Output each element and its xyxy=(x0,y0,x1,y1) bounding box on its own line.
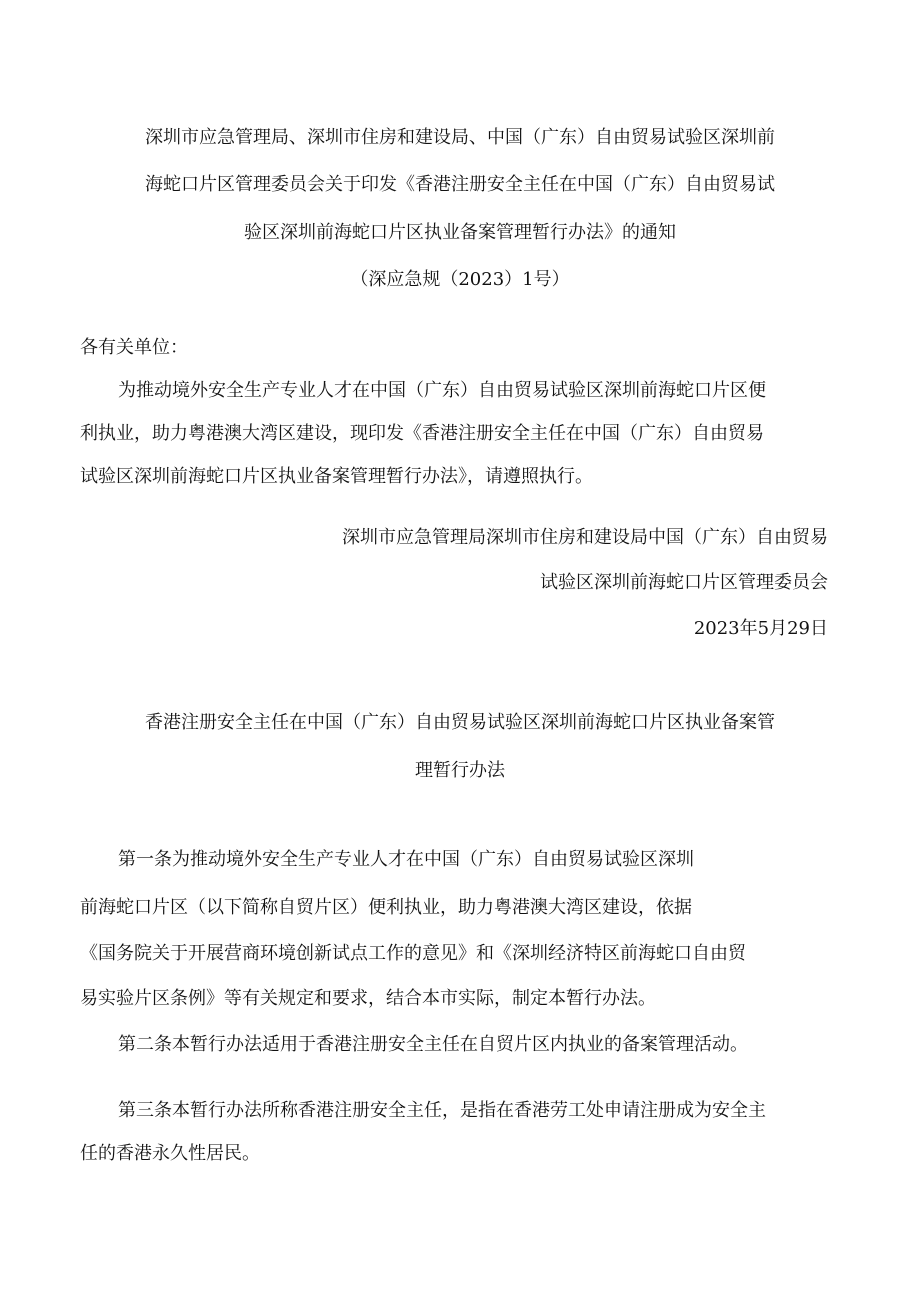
article-1-line-2: 前海蛇口片区（以下简称自贸片区）便利执业，助力粤港澳大湾区建设，依据 xyxy=(80,897,692,918)
article-3-line-2: 任的香港永久性居民。 xyxy=(80,1143,260,1164)
notice-title-line-3: 验区深圳前海蛇口片区执业备案管理暂行办法》的通知 xyxy=(244,222,676,243)
notice-date: 2023年5月29日 xyxy=(693,618,828,639)
notice-title-line-2: 海蛇口片区管理委员会关于印发《香港注册安全主任在中国（广东）自由贸易试 xyxy=(145,174,775,195)
notice-body-line-1: 为推动境外安全生产专业人才在中国（广东）自由贸易试验区深圳前海蛇口片区便 xyxy=(118,380,766,401)
article-1-line-4: 易实验片区条例》等有关规定和要求，结合本市实际，制定本暂行办法。 xyxy=(80,988,656,1009)
notice-doc-number: （深应急规（2023）1号） xyxy=(350,269,570,290)
article-2: 第二条本暂行办法适用于香港注册安全主任在自贸片区内执业的备案管理活动。 xyxy=(118,1034,748,1055)
notice-signature-line-2: 试验区深圳前海蛇口片区管理委员会 xyxy=(540,572,828,593)
article-1-line-3: 《国务院关于开展营商环境创新试点工作的意见》和《深圳经济特区前海蛇口自由贸 xyxy=(80,943,746,964)
article-1-line-1: 第一条为推动境外安全生产专业人才在中国（广东）自由贸易试验区深圳 xyxy=(118,849,694,870)
measures-title-line-1: 香港注册安全主任在中国（广东）自由贸易试验区深圳前海蛇口片区执业备案管 xyxy=(145,712,775,733)
notice-body-line-3: 试验区深圳前海蛇口片区执业备案管理暂行办法》，请遵照执行。 xyxy=(80,466,593,487)
article-3-line-1: 第三条本暂行办法所称香港注册安全主任，是指在香港劳工处申请注册成为安全主 xyxy=(118,1100,766,1121)
notice-title-line-1: 深圳市应急管理局、深圳市住房和建设局、中国（广东）自由贸易试验区深圳前 xyxy=(145,127,775,148)
notice-body-line-2: 利执业，助力粤港澳大湾区建设，现印发《香港注册安全主任在中国（广东）自由贸易 xyxy=(80,423,764,444)
notice-signature-line-1: 深圳市应急管理局深圳市住房和建设局中国（广东）自由贸易 xyxy=(342,527,828,548)
measures-title-line-2: 理暂行办法 xyxy=(415,760,505,781)
notice-salutation: 各有关单位： xyxy=(80,337,188,358)
